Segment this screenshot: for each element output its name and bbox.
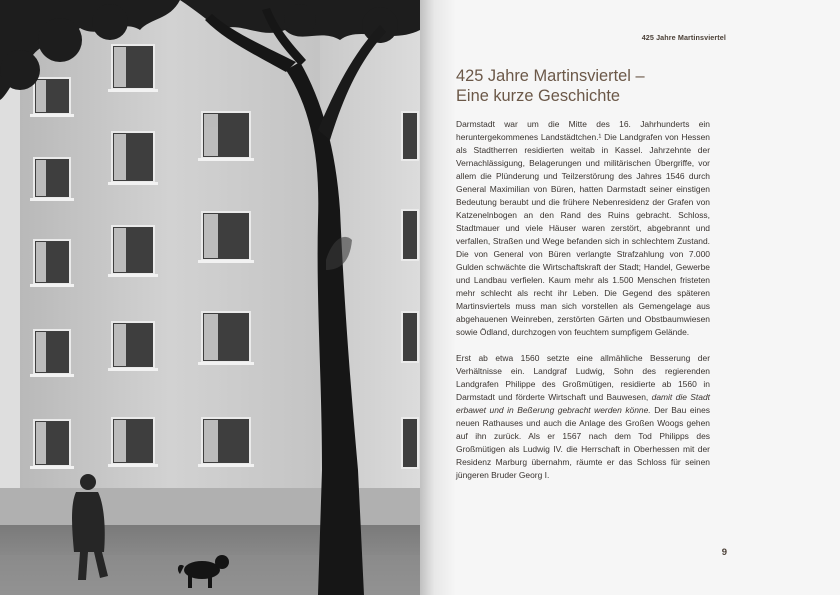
body-text xyxy=(456,118,710,482)
page-number: 9 xyxy=(721,547,727,558)
text-page xyxy=(420,0,840,595)
chapter-title-line-2: Eine kurze Geschichte xyxy=(456,86,620,105)
running-head: 425 Jahre Martinsviertel xyxy=(641,33,726,42)
chapter-title xyxy=(456,67,756,106)
paragraph-2-quote: damit die Stadt erbawet und in Beßerung gebracht werden könne. xyxy=(456,392,710,415)
chapter-title-line-1: 425 Jahre Martinsviertel – xyxy=(456,67,645,85)
paragraph-1: Darmstadt war um die Mitte des 16. Jahrhunderts ein heruntergekommenes Landstädtchen.¹ Die Landgrafen von Hessen als Stadtherren residierten weitab in Kassel. Jahrzehnte der Vernachlässigung, Belagerungen und militärischen Übergriffe, vor allem die Plünderung und Teilzerstörung des Jahres 1546 durch General Maximilian von Büren, hatten Darmstadt seiner einstigen Bedeutung beraubt und die frühere Nebenresidenz der Grafen von Katzenelnbogen an den Rand des Ruins gebracht. Schloss, Stadtmauer und viele Häuser waren zerstört, abgebrannt und verfallen, Straßen und Wege befanden sich in schlechtem Zustand. Die von General von Büren verlangte Strafzahlung von 7.000 Gulden schwächte die Wirtschaftskraft der Stadt; Handel, Gewerbe und Landbau verfielen. Kaum mehr als 1.500 Menschen fristeten mehr schlecht als recht ihr Leben. Die Gegend des späteren Martinsviertels muss man sich vorstellen als Gemengelage aus abgehauenen Weinreben, zerstörten Gärten und Obstbaumwiesen sowie Ödland, durchzogen von feuchtem sumpfigem Gelände. xyxy=(456,119,710,337)
paragraph-2-part-2: Der Bau eines neuen Rathauses und auch die Anlage des Großen Woogs gehen auf ihn zurück. Als er 1567 nach dem Tod Philipps des Großmütigen als Ludwig IV. die Herrschaft in Oberhessen mit der Residenz Marburg übernahm, räumte er das Schloss für seinen jüngeren Bruder Georg I. xyxy=(456,405,711,480)
paragraph-2-part-1: Erst ab etwa 1560 setzte eine allmähliche Besserung der Verhältnisse ein. Landgraf Ludwig, Sohn des regierenden Landgrafen Philippe des Großmütigen, residierte ab 1560 in Darmstadt und förderte Wirtschaft und Bauwesen, xyxy=(456,353,710,402)
paragraph-2 xyxy=(456,352,710,482)
page-gutter-shadow xyxy=(420,0,456,595)
